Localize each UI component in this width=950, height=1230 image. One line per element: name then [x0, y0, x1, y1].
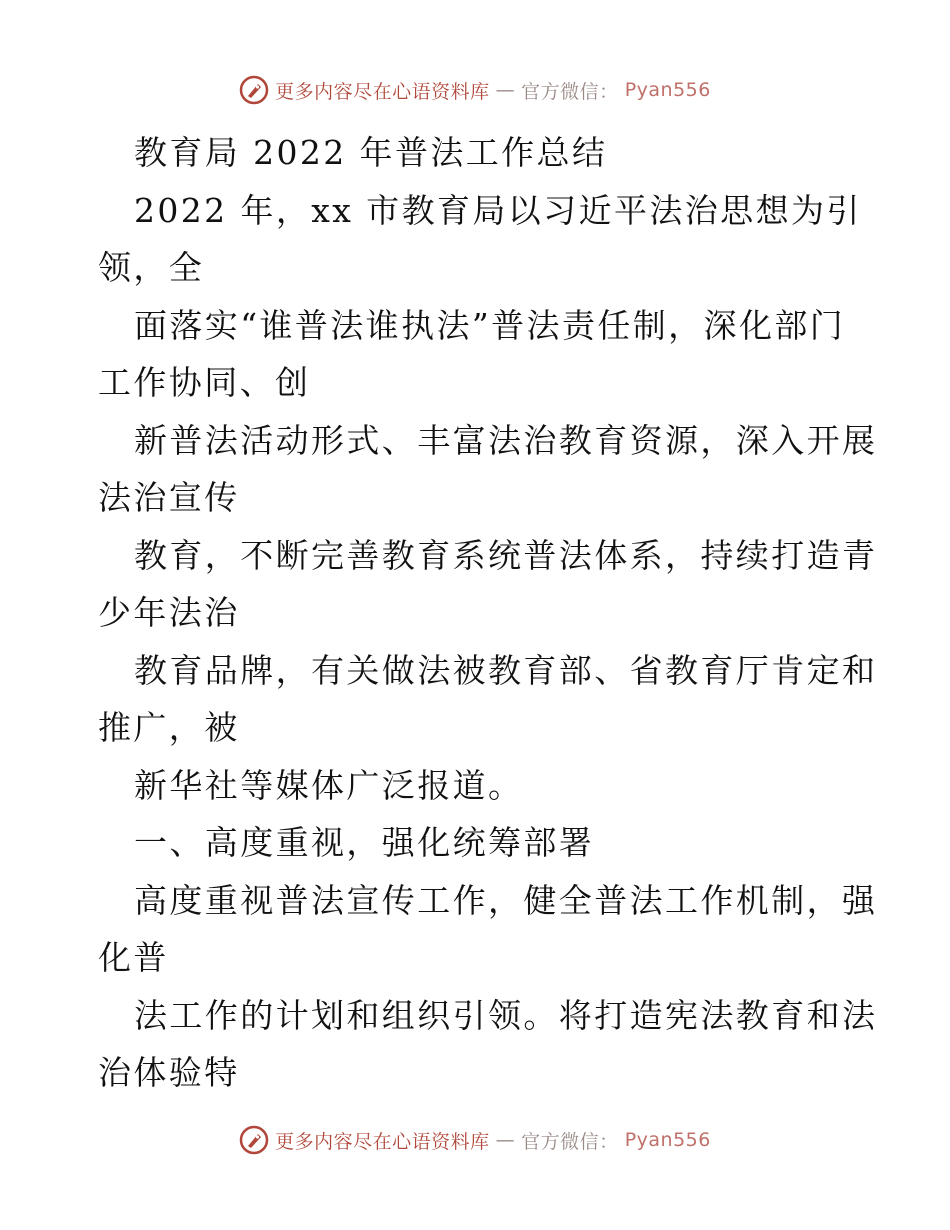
watermark-sub-text: 官方微信： [521, 1130, 619, 1153]
section-heading: 一、高度重视，强化统筹部署 [134, 823, 595, 862]
paragraph-line: 新华社等媒体广泛报道。 [134, 765, 524, 805]
paragraph-line: 高度重视普法宣传工作，健全普法工作机制，强 [134, 880, 878, 920]
paragraph-line: 新普法活动形式、丰富法治教育资源，深入开展 [134, 420, 878, 460]
paragraph-line: 教育品牌，有关做法被教育部、省教育厅肯定和 [134, 650, 878, 690]
paragraph-line: 治体验特 [98, 1053, 240, 1092]
document-title: 教育局 2022 年普法工作总结 [134, 133, 608, 172]
footer-watermark [0, 1120, 950, 1160]
watermark-dash: — [495, 1129, 516, 1151]
paragraph-line: 化普 [98, 938, 169, 977]
watermark-id: Pyan556 [624, 79, 711, 101]
paragraph-line: 少年法治 [98, 593, 240, 632]
paragraph-line: 法工作的计划和组织引领。将打造宪法教育和法 [134, 995, 878, 1035]
paragraph-line: 领，全 [98, 248, 205, 287]
pen-nib-logo-icon [239, 1125, 269, 1155]
watermark-id: Pyan556 [624, 1129, 711, 1151]
paragraph-line: 工作协同、创 [98, 363, 311, 402]
paragraph-line: 推广，被 [98, 708, 240, 747]
watermark-dash: — [495, 79, 516, 101]
document-body [98, 124, 878, 1102]
watermark-sub-text: 官方微信： [521, 80, 619, 103]
paragraph-line: 教育，不断完善教育系统普法体系，持续打造青 [134, 535, 878, 575]
paragraph-line: 法治宣传 [98, 478, 240, 517]
watermark-main-text: 更多内容尽在心语资料库 [275, 1130, 490, 1153]
paragraph-line: 面落实“谁普法谁执法”普法责任制，深化部门 [134, 305, 846, 345]
watermark-main-text: 更多内容尽在心语资料库 [275, 80, 490, 103]
pen-nib-logo-icon [239, 75, 269, 105]
header-watermark [0, 70, 950, 110]
paragraph-line: 2022 年，xx 市教育局以习近平法治思想为引 [134, 190, 862, 230]
